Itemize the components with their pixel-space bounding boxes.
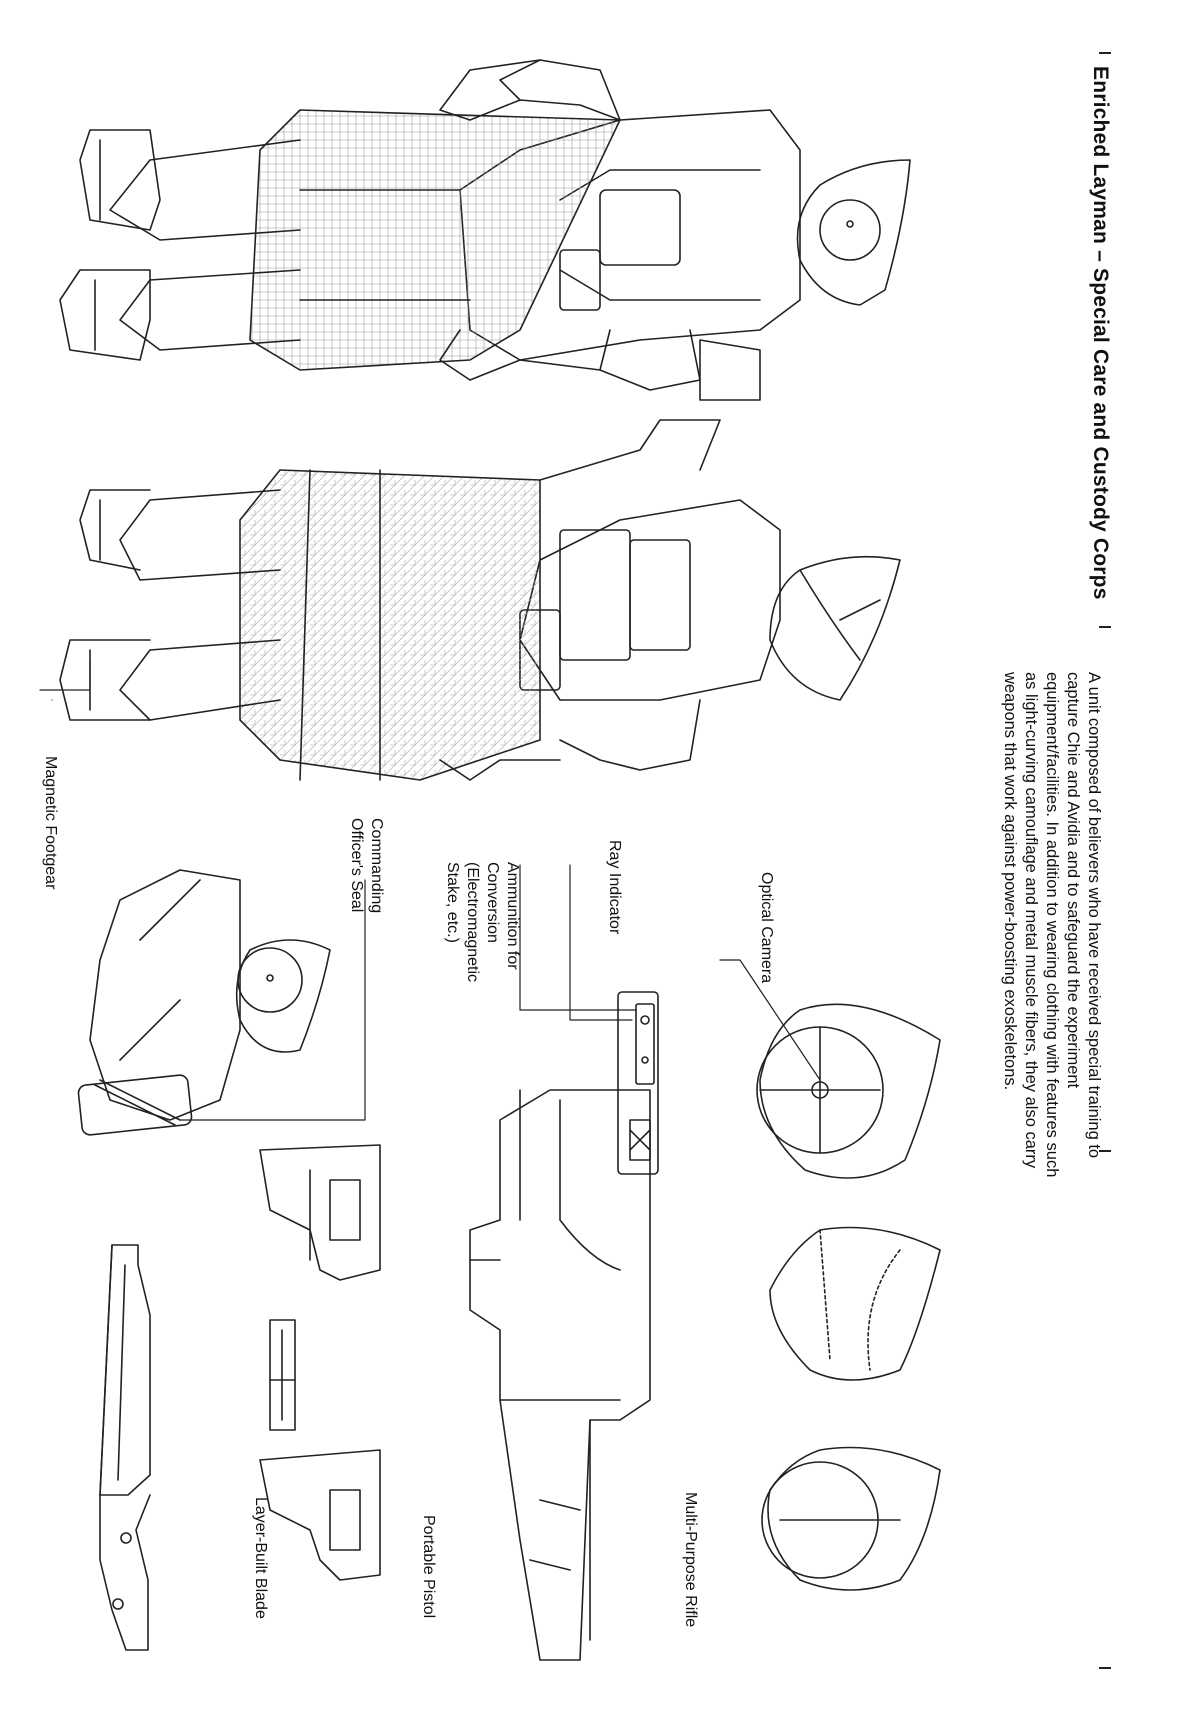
label-text: Multi-Purpose Rifle: [682, 1492, 699, 1628]
label-optical-camera: [756, 872, 776, 983]
label-text: Ammunition for Conversion (Electromagnetic Stake, etc.): [444, 862, 521, 983]
unit-description: [999, 672, 1104, 1192]
label-text: Layer-Built Blade: [252, 1497, 269, 1619]
label-multi-purpose-rifle: [680, 1492, 700, 1627]
label-text: Ray Indicator: [606, 840, 623, 935]
helmet-detail-views: [757, 1004, 940, 1590]
label-portable-pistol: [418, 1515, 438, 1618]
label-text: Magnetic Footgear: [42, 756, 59, 890]
label-layer-built-blade: [250, 1497, 270, 1619]
layer-built-blade-drawing: [100, 1245, 150, 1650]
portable-pistol-drawing: [260, 1145, 380, 1580]
description-text: A unit composed of believers who have received special training to capture Chie and Avidia and to safeguard the experiment equipment/facilities. In addition to wearing clothing with features such as light-curving camouflage and metal muscle fibers, they also carry weapons that work against power-boosting exoskeletons.: [1001, 672, 1103, 1178]
figure-back-view: [60, 420, 900, 780]
figure-front-view: [60, 60, 910, 400]
label-ray-indicator: [604, 840, 624, 934]
ray-indicator-device: [618, 992, 658, 1174]
multi-purpose-rifle-drawing: [470, 1090, 650, 1660]
label-text: Optical Camera: [758, 872, 775, 984]
label-text: Portable Pistol: [420, 1515, 437, 1619]
figure-crouch-view: [78, 870, 330, 1136]
label-magnetic-footgear: [40, 756, 60, 889]
page-title: Enriched Layman – Special Care and Custody Corps: [1089, 66, 1112, 600]
label-commanding-officers-seal: [346, 818, 386, 938]
label-text: Commanding Officer's Seal: [348, 818, 385, 914]
label-ammunition: [442, 862, 522, 1004]
